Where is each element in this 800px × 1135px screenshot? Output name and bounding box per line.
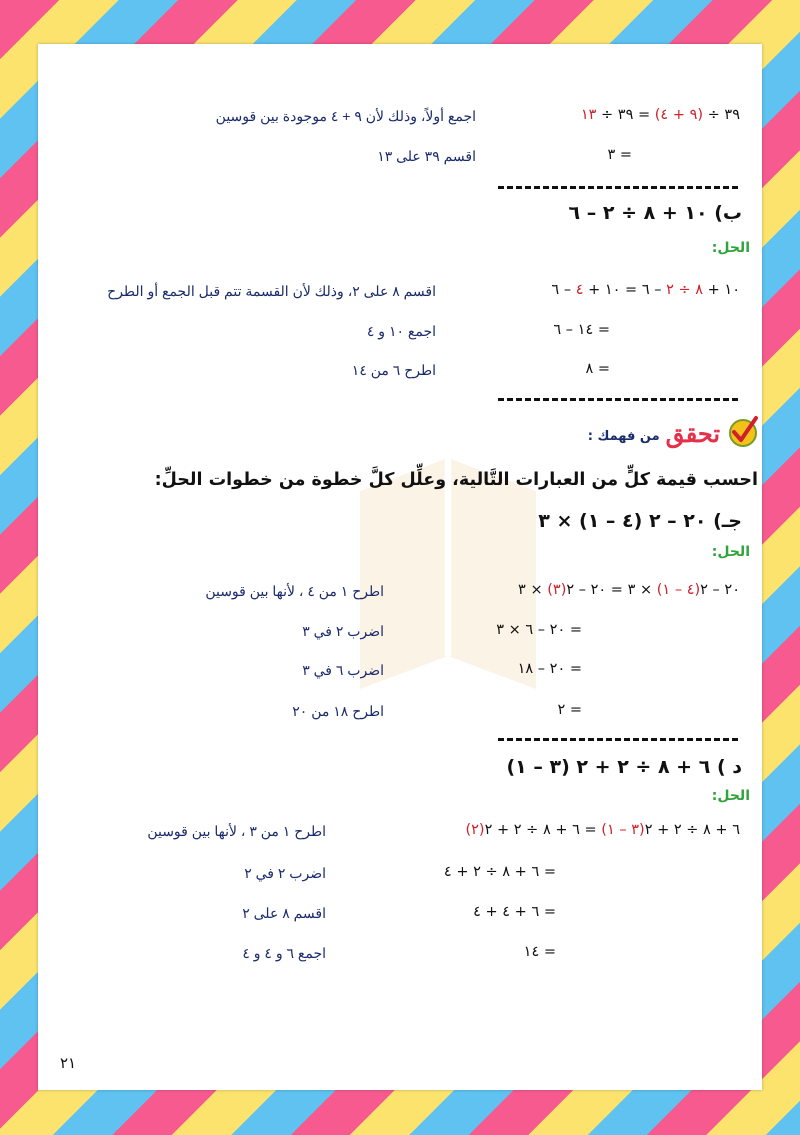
check-understanding-header [588, 414, 760, 448]
part-d-solution-label: الحل: [711, 788, 750, 804]
part-a-step-1: ٣٩ ÷ (٩ + ٤) = ٣٩ ÷ ١٣ [580, 107, 740, 123]
part-d-step-2-explanation: اضرب ٢ في ٢ [244, 865, 326, 881]
part-b-step-2-explanation: اجمع ١٠ و ٤ [366, 323, 436, 339]
part-d-step-1: ٦ + ٨ ÷ ٢ + ٢(٣ – ١) = ٦ + ٨ ÷ ٢ + ٢(٢) [465, 822, 740, 838]
part-d-step-2: = ٦ + ٨ ÷ ٢ + ٤ [443, 864, 556, 880]
part-b-step-2: = ١٤ – ٦ [553, 322, 610, 338]
part-c-step-2-explanation: اضرب ٢ في ٣ [302, 623, 384, 639]
part-c-step-3: = ٢٠ – ١٨ [517, 661, 582, 677]
part-c-step-1-explanation: اطرح ١ من ٤ ، لأنها بين قوسين [205, 583, 384, 599]
part-b-step-1: ١٠ + ٨ ÷ ٢ – ٦ = ١٠ + ٤ – ٦ [551, 282, 740, 298]
separator [498, 186, 738, 189]
part-a-step-2-explanation: اقسم ٣٩ على ١٣ [377, 148, 476, 164]
part-c-step-1: ٢٠ – ٢(٤ – ١) × ٣ = ٢٠ – ٢(٣) × ٣ [518, 582, 740, 598]
part-d-step-4-explanation: اجمع ٦ و ٤ و ٤ [242, 945, 326, 961]
check-subtitle: من فهمك : [587, 429, 660, 444]
part-d-question: د ) ٦ + ٨ ÷ ٢ + ٢ (٣ – ١) [506, 756, 742, 778]
part-d-step-1-explanation: اطرح ١ من ٣ ، لأنها بين قوسين [147, 823, 326, 839]
part-a-step-1-explanation: اجمع أولاً، وذلك لأن ٩ + ٤ موجودة بين قوسين [215, 108, 476, 124]
check-title: تحقق [665, 419, 720, 448]
instruction-text: احسب قيمة كلٍّ من العبارات التَّالية، وعلِّل كلَّ خطوة من خطوات الحلِّ: [154, 470, 758, 490]
separator [498, 398, 738, 401]
part-d-step-3-explanation: اقسم ٨ على ٢ [242, 905, 326, 921]
part-d-step-4: = ١٤ [523, 944, 556, 960]
part-c-step-2: = ٢٠ – ٦ × ٣ [496, 622, 582, 638]
part-b-step-1-explanation: اقسم ٨ على ٢، وذلك لأن القسمة تتم قبل الجمع أو الطرح [107, 283, 436, 299]
part-d-step-3: = ٦ + ٤ + ٤ [473, 904, 556, 920]
part-b-solution-label: الحل: [711, 240, 750, 256]
part-c-solution-label: الحل: [711, 544, 750, 560]
part-a-step-2: = ٣ [607, 147, 632, 163]
page-number: ٢١ [60, 1054, 77, 1072]
checkmark-icon [726, 414, 760, 448]
separator [498, 738, 738, 741]
part-b-step-3-explanation: اطرح ٦ من ١٤ [351, 362, 436, 378]
part-b-question: ب) ١٠ + ٨ ÷ ٢ – ٦ [568, 202, 742, 224]
page-sheet [38, 44, 762, 1090]
part-b-step-3: = ٨ [585, 361, 610, 377]
part-c-question: جـ) ٢٠ – ٢ (٤ – ١) × ٣ [538, 510, 742, 532]
part-c-step-4: = ٢ [557, 702, 582, 718]
part-c-step-3-explanation: اضرب ٦ في ٣ [302, 662, 384, 678]
part-c-step-4-explanation: اطرح ١٨ من ٢٠ [292, 703, 384, 719]
